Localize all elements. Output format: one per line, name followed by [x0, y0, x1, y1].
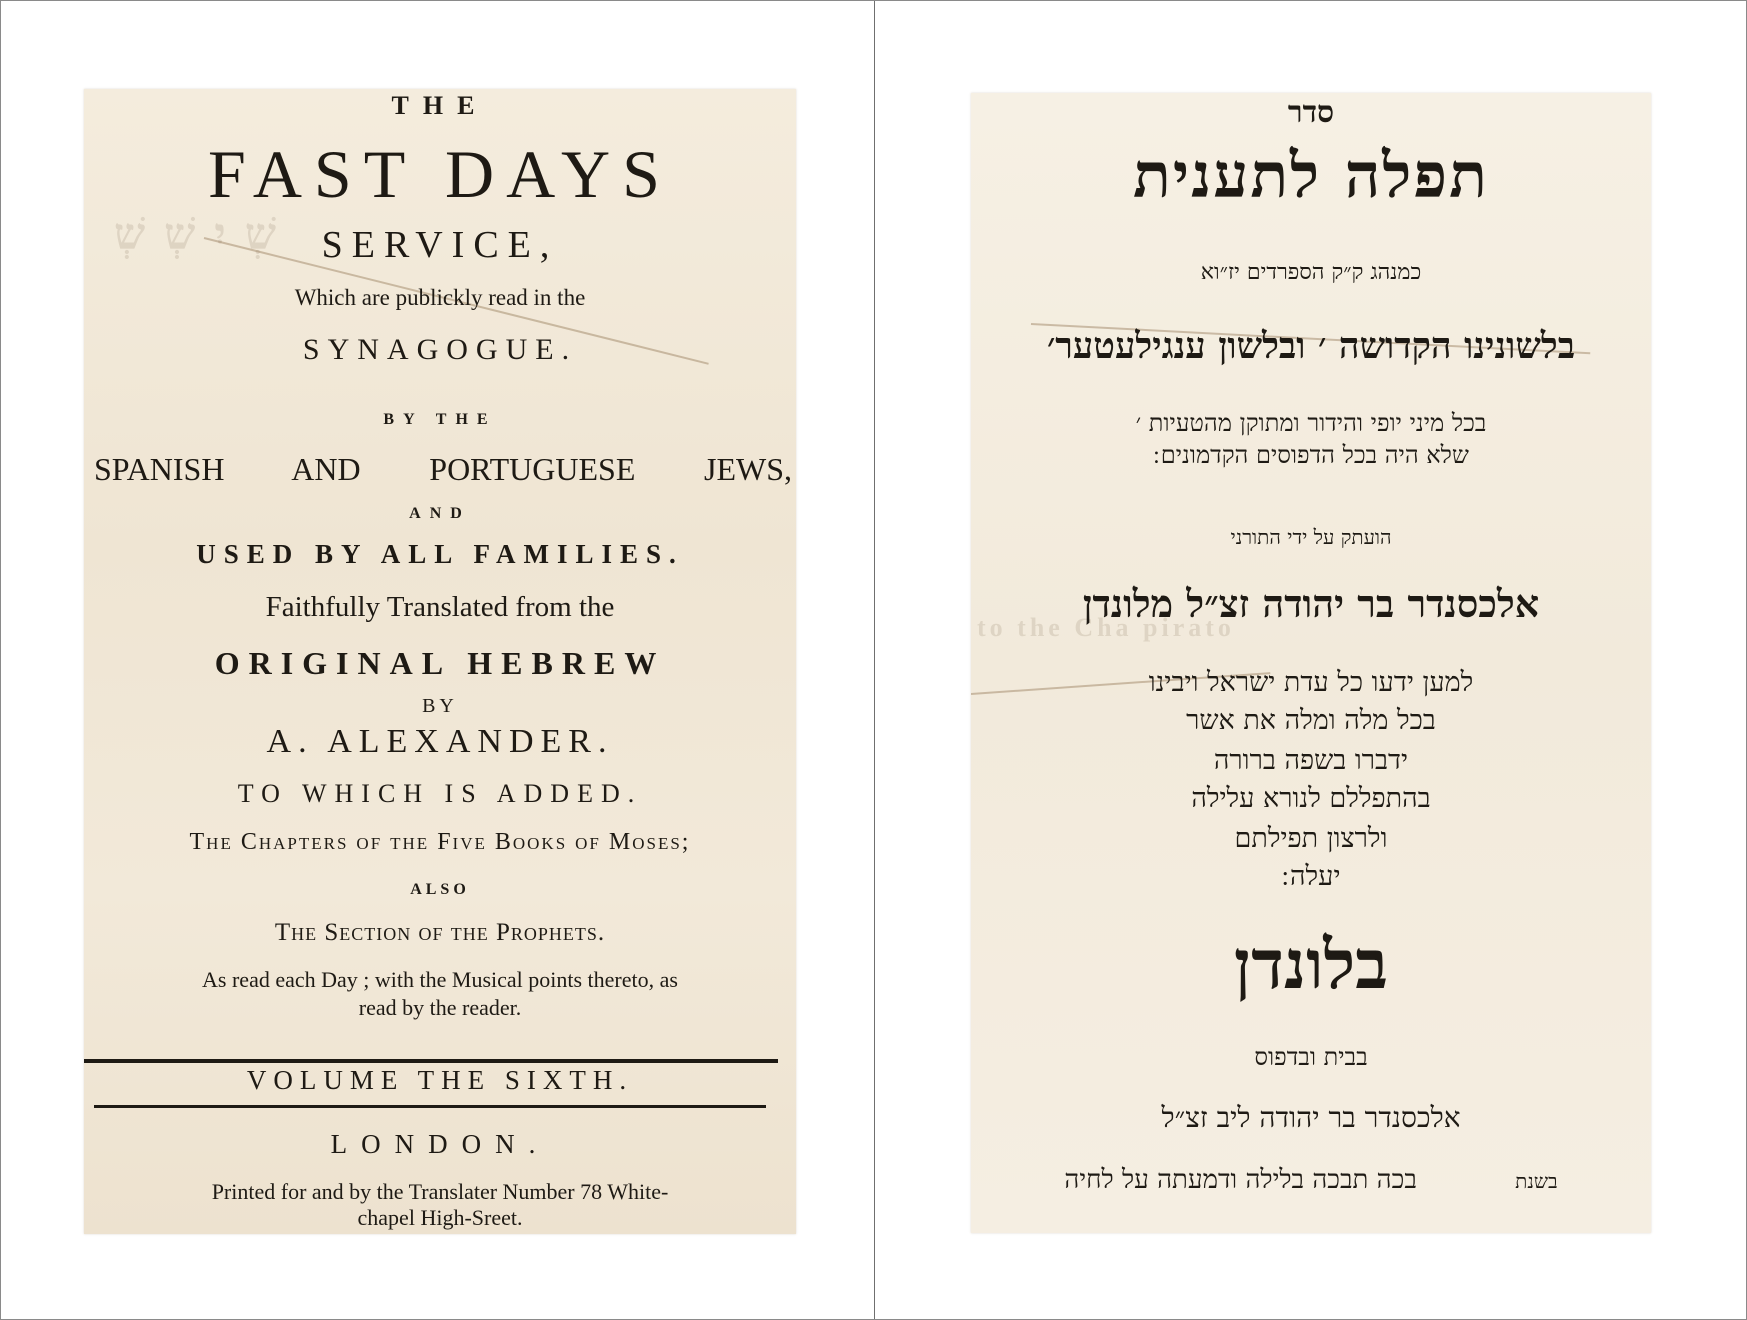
page-divider: [874, 1, 875, 1319]
hebrew-year-verse: בכה תבכה בלילה ודמעתה על לחיה: [1064, 1165, 1417, 1195]
hebrew-year-prefix: בשנת: [1515, 1169, 1558, 1193]
bleed-through-texture: שְׁ יִ שְׁ שְׁ: [114, 210, 280, 259]
hebrew-translator: אלכסנדר בר יהודה זצ״ל מלונדן: [1082, 581, 1540, 626]
subtitle-used-by: USED BY ALL FAMILIES.: [196, 539, 684, 569]
subtitle-section: The Section of the Prophets.: [274, 919, 606, 946]
hebrew-bebeit: בבית ובדפוס: [1254, 1043, 1368, 1071]
hebrew-poem-5: ולרצון תפילתם: [1234, 823, 1388, 854]
bleed-through-texture: to the Cha pirato: [977, 613, 1235, 642]
hebrew-yofi-2: שלא היה בכל הדפוסים הקדמונים ׃: [1153, 441, 1469, 469]
english-title-page: [84, 89, 796, 1234]
hebrew-poem-2: בכל מלה ומלה את אשר: [1186, 705, 1436, 736]
subtitle-faithfully: Faithfully Translated from the: [265, 591, 615, 623]
hebrew-printer: אלכסנדר בר יהודה ליב זצ״ל: [1161, 1101, 1461, 1134]
hebrew-title: תפלה לתענית: [1133, 139, 1489, 212]
hebrew-poem-3: ידברו בשפה ברורה: [1213, 745, 1409, 776]
subtitle-also: ALSO: [410, 881, 470, 898]
subtitle-to-which: TO WHICH IS ADDED.: [237, 779, 643, 808]
rule-top: [84, 1059, 778, 1063]
hebrew-seder: סדר: [1287, 95, 1335, 130]
hebrew-city: בלונדן: [1233, 925, 1389, 1005]
hebrew-minhag: כמנהג ק״ק הספרדים יז״וא: [1200, 260, 1422, 285]
subtitle-by: BY: [422, 695, 458, 717]
hebrew-yofi-1: בכל מיני יופי והידור ומתוקן מהטעיות ׳: [1135, 409, 1487, 437]
subtitle-chapters: The Chapters of the Five Books of Moses;: [189, 829, 691, 855]
subtitle-which-read: Which are publickly read in the: [294, 285, 586, 310]
subtitle-spanish-portuguese: SPANISH AND PORTUGUESE JEWS,: [94, 451, 792, 487]
hebrew-poem-6: יעלה ׃: [1281, 861, 1341, 892]
imprint-printed-2: chapel High-Sreet.: [357, 1205, 523, 1230]
title-the: THE: [391, 91, 489, 120]
hebrew-poem-4: בהתפללם לנורא עלילה: [1191, 783, 1431, 814]
subtitle-as-read-1: As read each Day ; with the Musical points thereto, as: [202, 967, 678, 992]
subtitle-as-read-2: read by the reader.: [358, 995, 522, 1020]
subtitle-synagogue: SYNAGOGUE.: [302, 333, 578, 366]
hebrew-year-line: [971, 1165, 1651, 1195]
subtitle-original-hebrew: ORIGINAL HEBREW: [214, 645, 666, 681]
title-service: SERVICE,: [321, 224, 559, 266]
rule-bottom: [94, 1105, 766, 1108]
hebrew-hoatak: הועתק על ידי התורני: [1230, 525, 1392, 549]
title-fast-days: FAST DAYS: [208, 136, 672, 212]
subtitle-by-the: BY THE: [383, 411, 497, 428]
imprint-city: LONDON.: [330, 1129, 550, 1159]
volume-label: VOLUME THE SIXTH.: [246, 1065, 634, 1095]
subtitle-and: AND: [409, 505, 471, 522]
hebrew-poem-1: למען ידעו כל עדת ישראל ויבינו: [1148, 667, 1474, 698]
author-name: A. ALEXANDER.: [266, 723, 614, 760]
hebrew-title-page: [971, 93, 1651, 1233]
hebrew-languages: בלשונינו הקדושה ׳ ובלשון ענגילעטער׳: [1046, 325, 1576, 367]
imprint-printed-1: Printed for and by the Translater Number 78 White-: [211, 1179, 669, 1204]
